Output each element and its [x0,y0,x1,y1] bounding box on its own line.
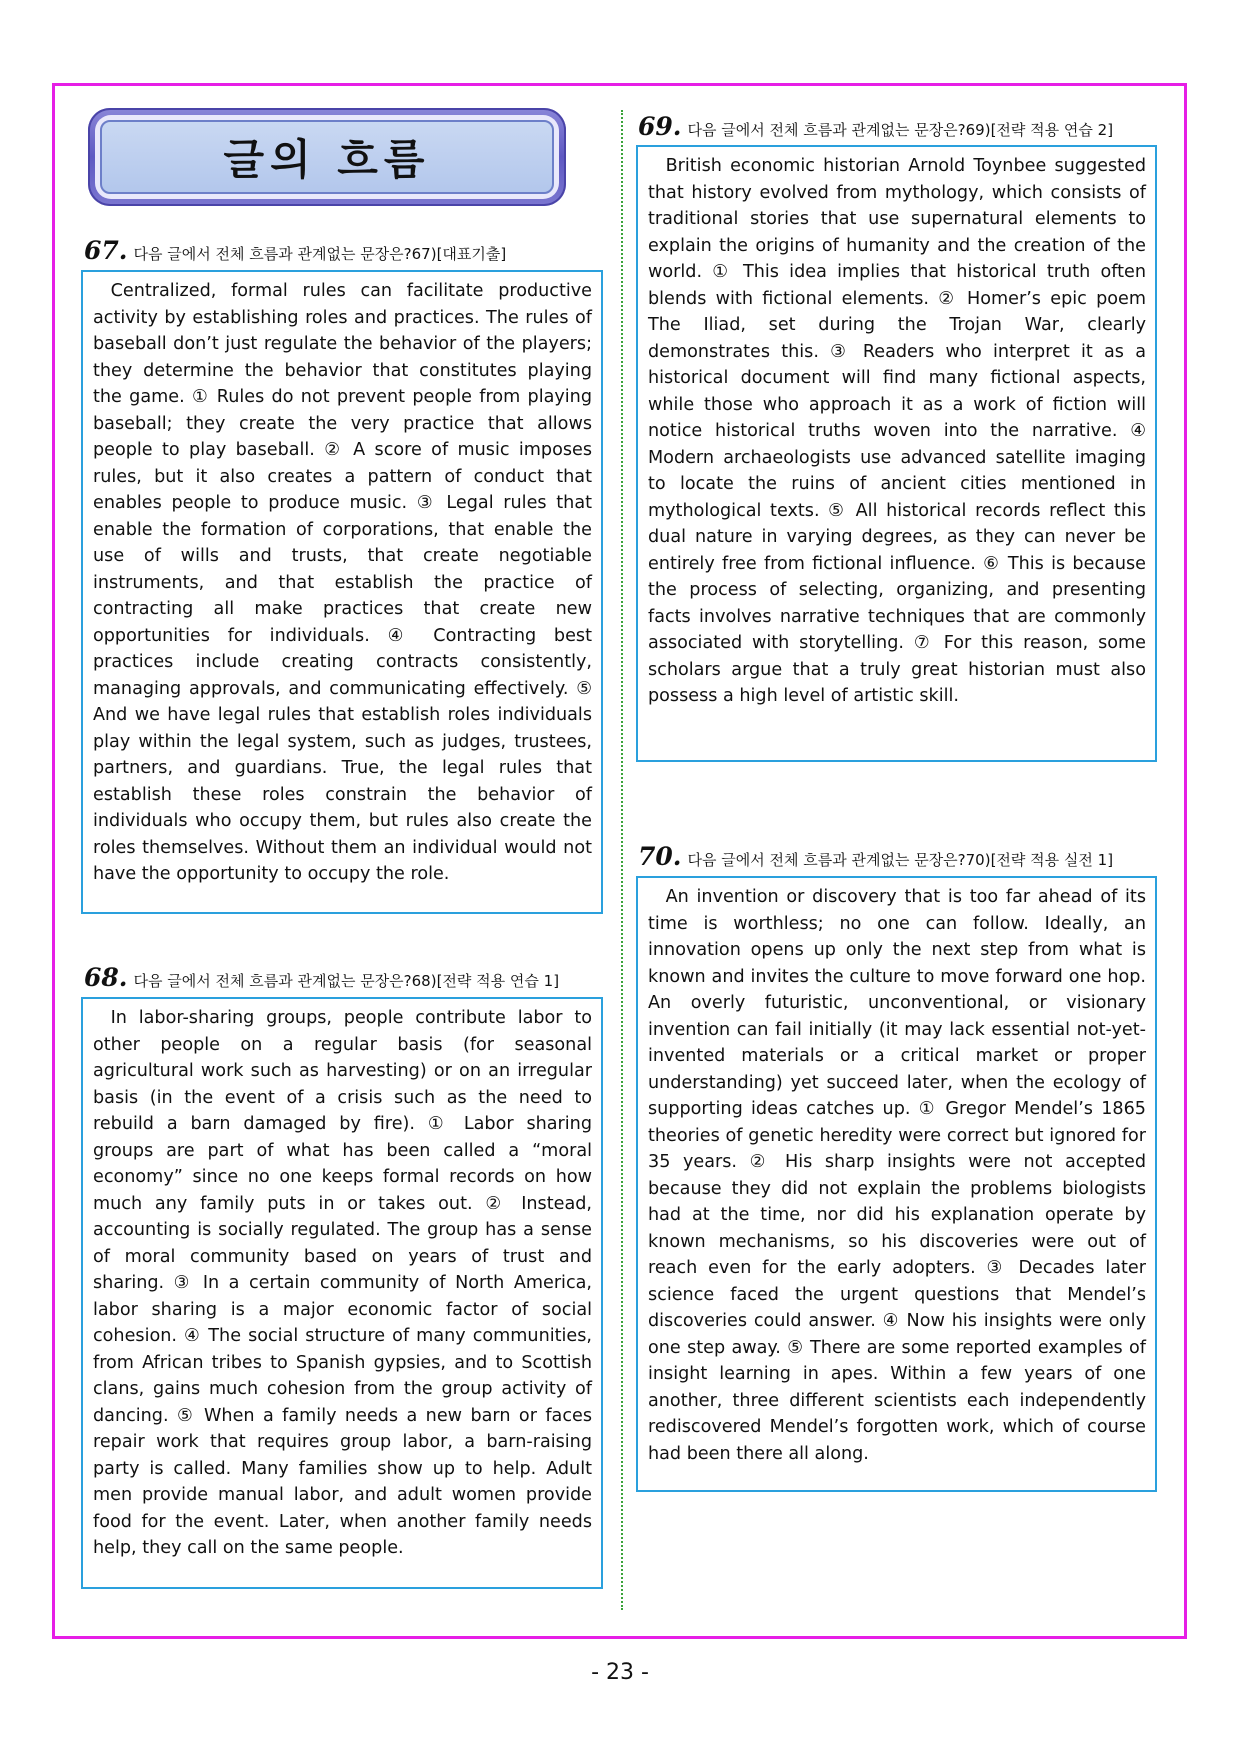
page-number: - 23 - [591,1660,649,1685]
question-number: 67. [84,236,128,265]
question-68-passage: In labor-sharing groups, people contribute labor to other people on a regular basis (for seasonal agricultural work such as harvesting) or on an irregular basis (in the event of a crisis such as the need to rebuild a barn damaged by fire). ① Labor sharing groups are part of what has been called a “moral economy” since no one keeps formal records on how much any family puts in or takes out. ② Instead, accounting is socially regulated. The group has a sense of moral community based on years of trust and sharing. ③ In a certain community of North America, labor sharing is a major economic factor of social cohesion. ④ The social structure of many communities, from African tribes to Spanish gypsies, and to Scottish clans, gains much cohesion from the group activity of dancing. ⑤ When a family needs a new barn or faces repair work that requires group labor, a barn-raising party is called. Many families show up to help. Adult men provide manual labor, and adult women provide food for the event. Later, when another family needs help, they call on the same people. [93,1008,592,1558]
question-prompt: 다음 글에서 전체 흐름과 관계없는 문장은?69)[전략 적용 연습 2] [687,121,1114,139]
question-70-passage: An invention or discovery that is too far ahead of its time is worthless; no one can follow. Ideally, an innovation opens up only the next step from what is known and invites the culture to move forward one hop. An overly futuristic, unconventional, or visionary invention can fail initially (it may lack essential not-yet-invented materials or a critical market or proper understanding) yet succeed later, when the ecology of supporting ideas catches up. ① Gregor Mendel’s 1865 theories of genetic heredity were correct but ignored for 35 years. ② His sharp insights were not accepted because they did not explain the problems biologists had at the time, nor did his explanation operate by known mechanisms, so his discoveries were out of reach even for the early adopters. ③ Decades later science faced the urgent questions that Mendel’s discoveries could answer. ④ Now his insights were only one step away. ⑤ There are some reported examples of insight learning in apes. Within a few years of one another, three different scientists each independently rediscovered Mendel’s forgotten work, which of course had been there all along. [648,887,1146,1464]
question-prompt: 다음 글에서 전체 흐름과 관계없는 문장은?67)[대표기출] [133,245,507,263]
question-number: 68. [84,963,128,992]
question-70-header [638,842,1113,871]
section-title-inner-frame [95,115,559,199]
question-68-passage-box [81,997,603,1589]
column-divider [621,110,623,1610]
question-68-header [84,963,559,992]
question-67-passage: Centralized, formal rules can facilitate productive activity by establishing roles and practices. The rules of baseball don’t just regulate the behavior of the players; they determine the behavior that constitutes playing the game. ① Rules do not prevent people from playing baseball; they create the very practice that allows people to play baseball. ② A score of music imposes rules, but it also creates a pattern of conduct that enables people to produce music. ③ Legal rules that enable the formation of corporations, that enable the use of wills and trusts, that create negotiable instruments, and that establish the practice of contracting all make practices that create new opportunities for individuals. ④ Contracting best practices include creating contracts consistently, managing approvals, and communicating effectively. ⑤ And we have legal rules that establish roles individuals play within the legal system, such as judges, trustees, partners, and guardians. True, the legal rules that establish these roles constrain the behavior of individuals who occupy them, but rules also create the roles themselves. Without them an individual would not have the opportunity to occupy the role. [93,281,592,884]
question-number: 69. [638,112,682,141]
question-69-passage: British economic historian Arnold Toynbee suggested that history evolved from mythology, which consists of traditional stories that use supernatural elements to explain the origins of humanity and the creation of the world. ① This idea implies that historical truth often blends with fictional elements. ② Homer’s epic poem The Iliad, set during the Trojan War, clearly demonstrates this. ③ Readers who interpret it as a historical document will find many fictional aspects, while those who approach it as a work of fiction will notice historical truths woven into the narrative. ④ Modern archaeologists use advanced satellite imaging to locate the ruins of ancient cities mentioned in mythological texts. ⑤ All historical records reflect this dual nature in varying degrees, as they can never be entirely free from fictional influence. ⑥ This is because the process of selecting, organizing, and presenting facts involves narrative techniques that are commonly associated with storytelling. ⑦ For this reason, some scholars argue that a truly great historian must also possess a high level of artistic skill. [648,156,1146,706]
question-67-header [84,236,506,265]
section-title-panel [100,120,554,194]
question-69-header [638,112,1113,141]
question-number: 70. [638,842,682,871]
question-prompt: 다음 글에서 전체 흐름과 관계없는 문장은?68)[전략 적용 연습 1] [133,972,560,990]
question-67-passage-box [81,270,603,914]
section-title: 글의 흐름 [223,135,431,184]
question-69-passage-box [636,145,1157,762]
section-title-badge [88,108,566,206]
question-prompt: 다음 글에서 전체 흐름과 관계없는 문장은?70)[전략 적용 실전 1] [687,851,1114,869]
question-70-passage-box [636,876,1157,1492]
